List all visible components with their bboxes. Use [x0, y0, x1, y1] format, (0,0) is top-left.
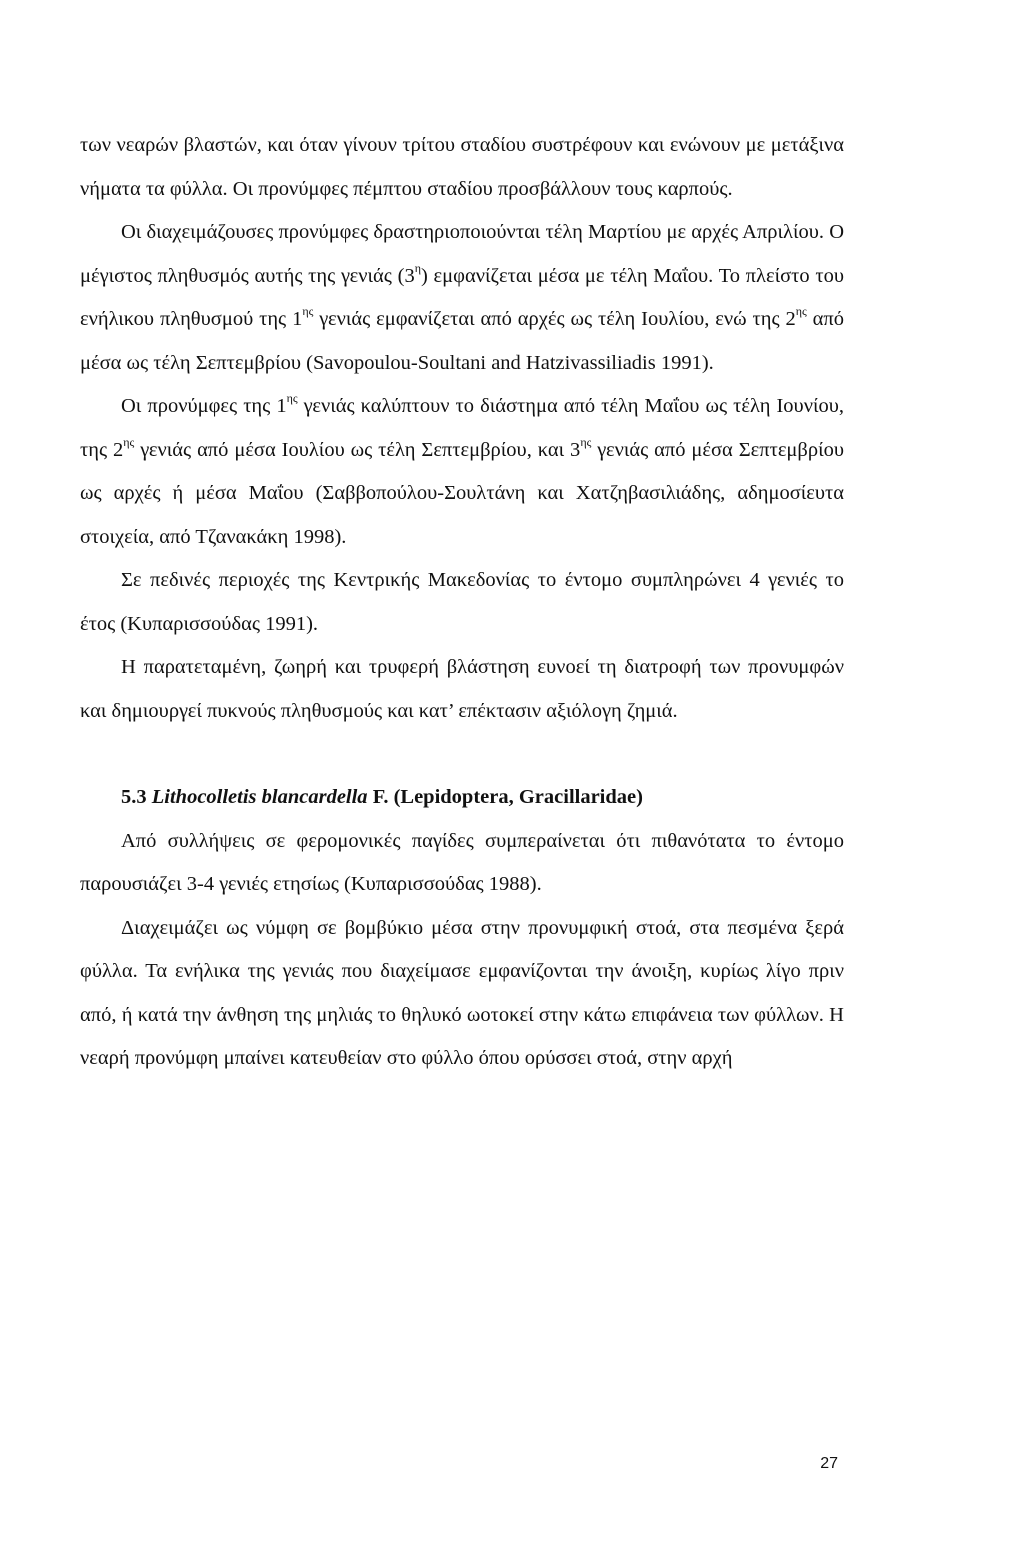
section-heading: [80, 776, 844, 820]
body-text-section-1: [80, 124, 844, 733]
paragraph: [80, 124, 844, 211]
ordinal-superscript: ης: [795, 304, 807, 319]
body-text-section-2: [80, 820, 844, 1081]
paragraph: [80, 646, 844, 733]
paragraph-text: Οι προνύμφες της 1: [121, 395, 287, 417]
paragraph-text: γενιάς από μέσα Ιουλίου ως τέλη Σεπτεμβρίου, και 3: [134, 438, 581, 461]
paragraph-text: γενιάς από μέσα Σεπτεμβρίου ως αρχές ή μέσα Μαΐου (Σαββοπούλου-Σουλτάνη και Χατζηβασιλιάδης, αδημοσίευτα στοιχεία, από Τζανακάκη 1998).: [80, 438, 844, 548]
ordinal-superscript: ης: [580, 434, 592, 449]
paragraph-text: Από συλλήψεις σε φερομονικές παγίδες συμπεραίνεται ότι πιθανότατα το έντομο παρουσιάζει 3-4 γενιές ετησίως (Κυπαρισσούδας 1988).: [80, 829, 844, 895]
document-page: [80, 124, 844, 1081]
insect-family: Lepidoptera, Gracillaridae): [400, 786, 643, 808]
paragraph-text: Σε πεδινές περιοχές της Κεντρικής Μακεδονίας το έντομο συμπληρώνει 4 γενιές το έτος (Κυπαρισσούδας 1991).: [80, 569, 844, 635]
section-number: 5.3: [121, 786, 152, 808]
paragraph: [80, 385, 844, 559]
paragraph: [80, 211, 844, 385]
paragraph-text: Οι διαχειμάζουσες προνύμφες δραστηριοποιούνται τέλη Μαρτίου με αρχές Απριλίου. Ο μέγιστος πληθυσμός αυτής της γενιάς (3: [80, 221, 844, 287]
page-number: 27: [820, 1455, 838, 1472]
paragraph-text: ) εμφανίζεται μέσα με τέλη Μαΐου. Το πλείστο του ενήλικου πληθυσμού της 1: [80, 264, 844, 330]
paragraph: [80, 559, 844, 646]
paragraph: [80, 820, 844, 907]
ordinal-superscript: ης: [286, 391, 298, 406]
paragraph: [80, 907, 844, 1081]
ordinal-superscript: ης: [123, 434, 135, 449]
paragraph-text: των νεαρών βλαστών, και όταν γίνουν τρίτου σταδίου συστρέφουν και ενώνουν με μετάξινα νήματα τα φύλλα. Οι προνύμφες πέμπτου σταδίου προσβάλλουν τους καρπούς.: [80, 134, 844, 200]
paragraph-text: Η παρατεταμένη, ζωηρή και τρυφερή βλάστηση ευνοεί τη διατροφή των προνυμφών και δημιουργεί πυκνούς πληθυσμούς και κατ’ επέκτασιν αξιόλογη ζημιά.: [80, 656, 844, 722]
species-author: F. (: [367, 786, 401, 808]
paragraph-text: Διαχειμάζει ως νύμφη σε βομβύκιο μέσα στην προνυμφική στοά, στα πεσμένα ξερά φύλλα. Τα ενήλικα της γενιάς που διαχείμασε εμφανίζονται την άνοιξη, κυρίως λίγο πριν από, ή κατά την άνθηση της μηλιάς το θηλυκό ωοτοκεί στην κάτω επιφάνεια των φύλλων. Η νεαρή προνύμφη μπαίνει κατευθείαν στο φύλλο όπου ορύσσει στοά, στην αρχή: [80, 916, 844, 1069]
paragraph-text: γενιάς καλύπτουν το διάστημα από τέλη Μαΐου ως τέλη Ιουνίου, της 2: [80, 395, 845, 461]
species-name: Lithocolletis blancardella: [151, 786, 368, 808]
paragraph-text: από μέσα ως τέλη Σεπτεμβρίου (Savopoulou-Soultani and Hatzivassiliadis 1991).: [80, 308, 845, 374]
ordinal-superscript: ης: [302, 304, 314, 319]
ordinal-superscript: η: [414, 260, 421, 275]
paragraph-text: γενιάς εμφανίζεται από αρχές ως τέλη Ιουλίου, ενώ της 2: [313, 308, 796, 330]
